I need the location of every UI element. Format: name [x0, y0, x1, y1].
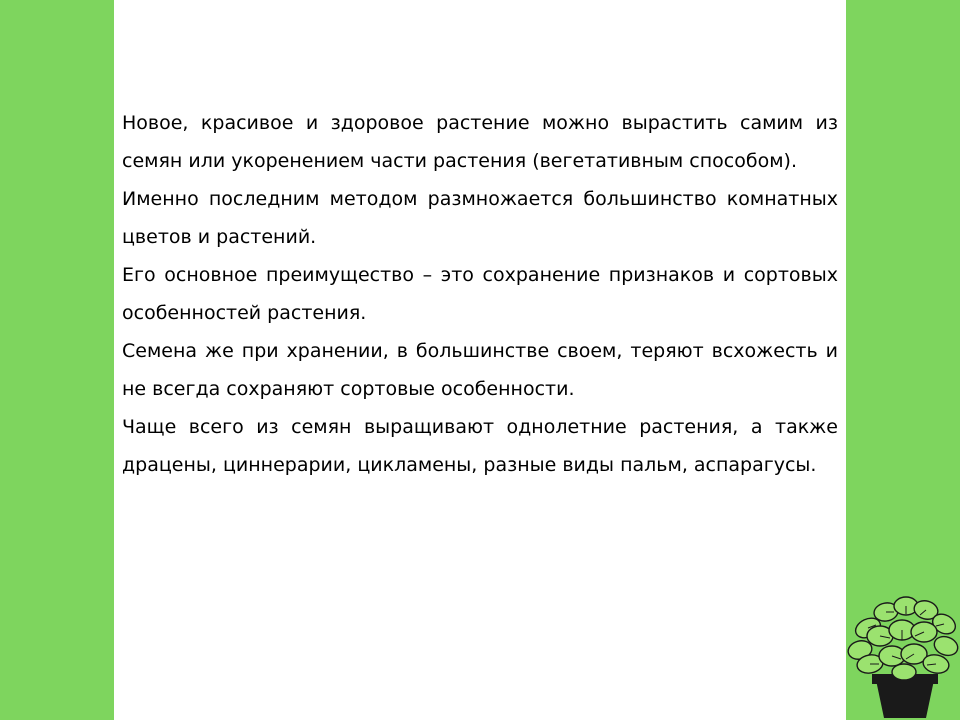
potted-plant-icon — [846, 594, 960, 720]
left-green-band — [0, 0, 114, 720]
paragraph-5: Чаще всего из семян выращивают однолетние растения, а также драцены, циннерарии, цикламены, разные виды пальм, аспарагусы. — [122, 416, 838, 476]
paragraph-1: Новое, красивое и здоровое растение можно вырастить самим из семян или укоренением части растения (вегетативным способом). — [122, 112, 838, 172]
paragraph-4: Семена же при хранении, в большинстве своем, теряют всхожесть и не всегда сохраняют сортовые особенности. — [122, 340, 838, 400]
paragraph-2: Именно последним методом размножается большинство комнатных цветов и растений. — [122, 188, 838, 248]
slide-text — [122, 104, 838, 484]
paragraph-3: Его основное преимущество – это сохранение признаков и сортовых особенностей растения. — [122, 264, 838, 324]
